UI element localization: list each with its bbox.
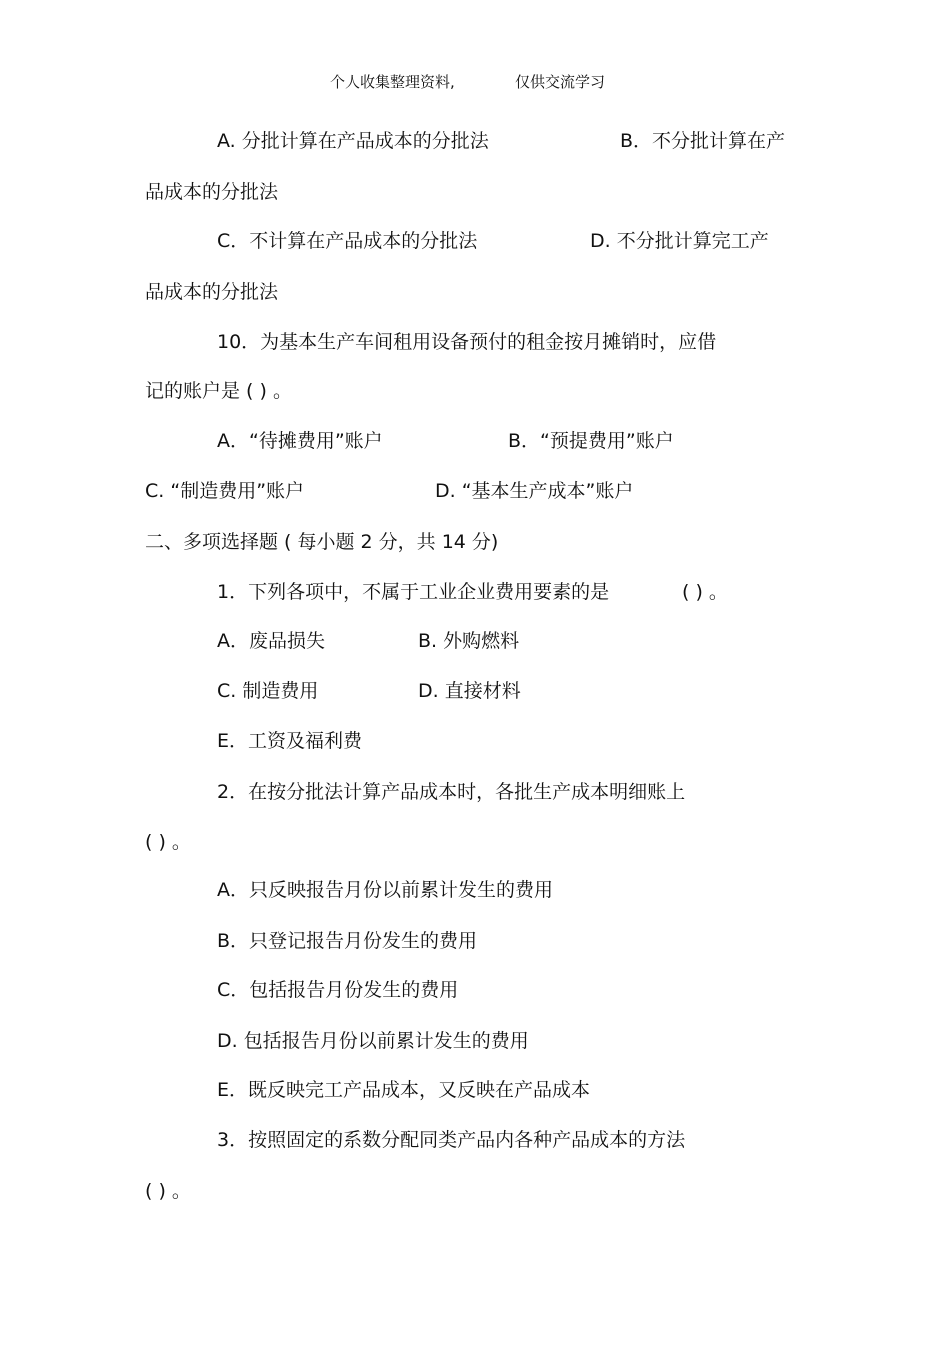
mq2-option-d: D. 包括报告月份以前累计发生的费用 xyxy=(217,1030,529,1052)
q9-option-a: A. 分批计算在产品成本的分批法 xyxy=(217,130,489,152)
q10-option-b: B．“预提费用”账户 xyxy=(508,430,674,452)
q9-option-b-continued: 品成本的分批法 xyxy=(145,181,279,203)
header-left: 个人收集整理资料, xyxy=(330,73,455,91)
mq2-paren: ( ) 。 xyxy=(145,831,191,853)
q9-option-d: D. 不分批计算完工产 xyxy=(590,230,769,252)
q10-stem-line1: 10．为基本生产车间租用设备预付的租金按月摊销时，应借 xyxy=(217,331,717,353)
mq1-option-d: D. 直接材料 xyxy=(418,680,521,702)
mq1-option-c: C. 制造费用 xyxy=(217,680,319,702)
mq2-option-c: C．包括报告月份发生的费用 xyxy=(217,979,459,1001)
mq1-stem: 1．下列各项中，不属于工业企业费用要素的是 xyxy=(217,581,610,603)
mq2-option-e: E．既反映完工产品成本，又反映在产品成本 xyxy=(217,1079,591,1101)
section2-title: 二、多项选择题 ( 每小题 2 分，共 14 分) xyxy=(145,531,499,553)
mq1-option-b: B. 外购燃料 xyxy=(418,630,520,652)
q10-option-a: A．“待摊费用”账户 xyxy=(217,430,383,452)
q10-stem-line2: 记的账户是 ( ) 。 xyxy=(145,380,292,402)
mq3-paren: ( ) 。 xyxy=(145,1180,191,1202)
header-right: 仅供交流学习 xyxy=(515,73,606,91)
mq3-stem: 3．按照固定的系数分配同类产品内各种产品成本的方法 xyxy=(217,1129,686,1151)
mq1-option-a: A．废品损失 xyxy=(217,630,325,652)
mq2-option-b: B．只登记报告月份发生的费用 xyxy=(217,930,478,952)
mq1-paren: ( ) 。 xyxy=(682,581,728,603)
q9-option-d-continued: 品成本的分批法 xyxy=(145,281,279,303)
mq2-option-a: A．只反映报告月份以前累计发生的费用 xyxy=(217,879,553,901)
mq1-option-e: E．工资及福利费 xyxy=(217,730,363,752)
mq2-stem: 2．在按分批法计算产品成本时，各批生产成本明细账上 xyxy=(217,781,686,803)
q10-option-d: D. “基本生产成本”账户 xyxy=(435,480,634,502)
q9-option-b: B．不分批计算在产 xyxy=(620,130,786,152)
q10-option-c: C. “制造费用”账户 xyxy=(145,480,305,502)
q9-option-c: C．不计算在产品成本的分批法 xyxy=(217,230,478,252)
